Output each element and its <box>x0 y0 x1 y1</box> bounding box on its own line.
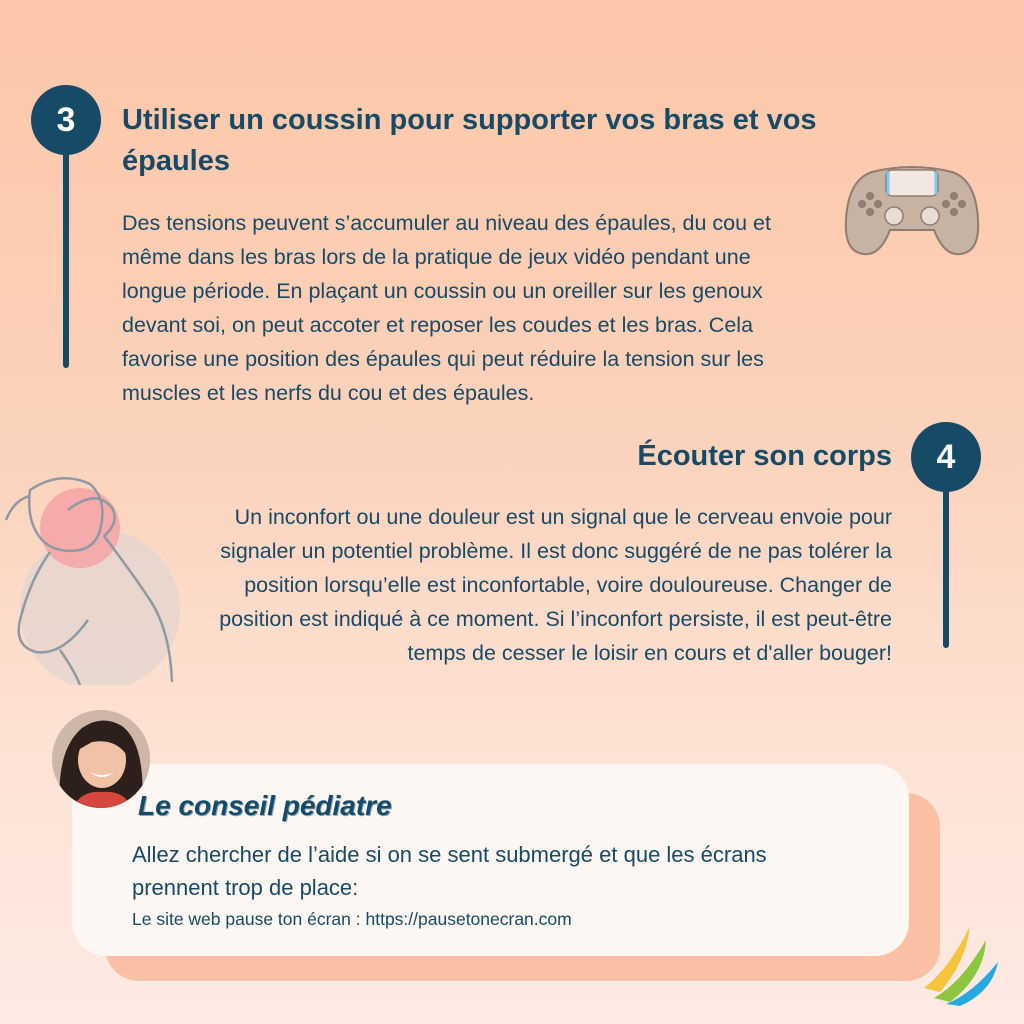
section-3-title-line1: Utiliser un coussin pour supporter vos bras et vos <box>122 104 817 136</box>
section-4-line: signaler un potentiel problème. Il est donc suggéré de ne pas tolérer la <box>220 539 892 563</box>
section-3-line: devant soi, on peut accoter et reposer les coudes et les bras. Cela <box>122 313 754 337</box>
tip-text-line: Allez chercher de l’aide si on se sent submergé et que les écrans <box>132 842 767 867</box>
pediatrician-photo-icon <box>52 710 150 808</box>
step-number-4 <box>911 422 981 492</box>
step-3-timeline <box>63 150 69 368</box>
step-number-3 <box>31 85 101 155</box>
step-4-timeline <box>943 488 949 648</box>
tip-website-link[interactable]: Le site web pause ton écran : https://pausetonecran.com <box>132 909 572 929</box>
section-4-line: position lorsqu’elle est inconfortable, voire douloureuse. Changer de <box>244 573 892 597</box>
section-3-line: Des tensions peuvent s’accumuler au niveau des épaules, du cou et <box>122 211 771 235</box>
tip-text-line: prennent trop de place: <box>132 875 359 900</box>
section-3-body <box>122 206 922 410</box>
section-4-line: temps de cesser le loisir en cours et d'aller bouger! <box>407 641 892 665</box>
section-4-title <box>400 436 892 477</box>
section-3-line: même dans les bras lors de la pratique de jeux vidéo pendant une <box>122 245 751 269</box>
section-4-body <box>60 500 892 670</box>
section-3-line: muscles et les nerfs du cou et des épaules. <box>122 381 535 405</box>
section-3-line: longue période. En plaçant un coussin ou un oreiller sur les genoux <box>122 279 763 303</box>
step-number-4-label: 4 <box>936 437 956 476</box>
section-3-line: favorise une position des épaules qui peut réduire la tension sur les <box>122 347 764 371</box>
section-3-title-line2: épaules <box>122 145 230 177</box>
tip-title: Le conseil pédiatre <box>138 790 392 821</box>
section-3-title <box>122 100 902 182</box>
step-number-3-label: 3 <box>56 100 76 139</box>
section-4-line: position est indiqué à ce moment. Si l’inconfort persiste, il est peut-être <box>219 607 892 631</box>
tip-text <box>132 838 892 904</box>
section-4-line: Un inconfort ou une douleur est un signal que le cerveau envoie pour <box>234 505 892 529</box>
brand-logo-icon <box>920 922 1000 1006</box>
section-4-title-text: Écouter son corps <box>637 440 892 472</box>
avatar <box>52 710 150 808</box>
